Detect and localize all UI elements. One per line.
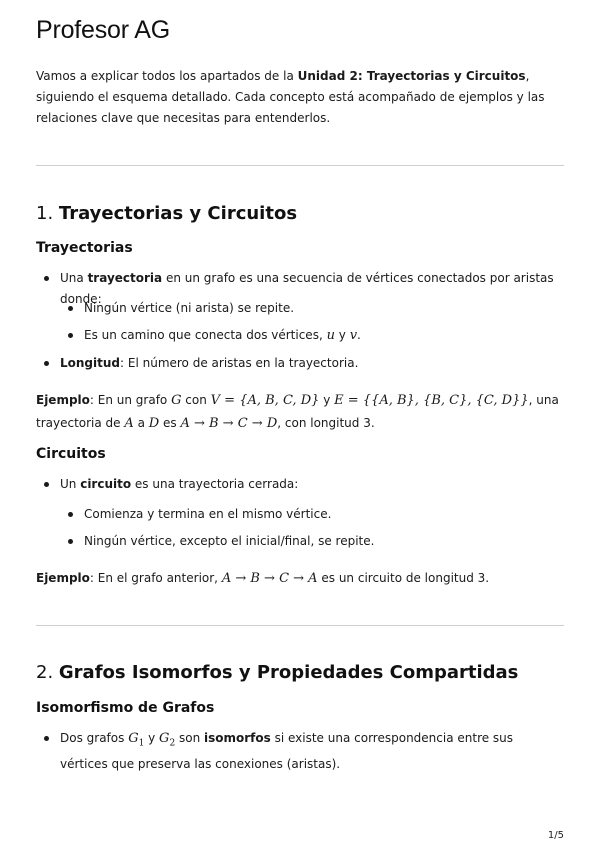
intro-paragraph [36, 66, 564, 129]
divider [36, 625, 564, 626]
section-number: 1. [36, 203, 59, 224]
list-item: Ningún vértice, excepto el inicial/final, se repite. [84, 531, 564, 552]
list-item: Comienza y termina en el mismo vértice. [84, 504, 564, 525]
bullet-icon [44, 276, 49, 281]
example-paragraph: Ejemplo: En el grafo anterior, A → B → C → A es un circuito de longitud 3. [36, 571, 490, 586]
section-title: Trayectorias y Circuitos [58, 203, 298, 224]
intro-suffix: , siguiendo el esquema detallado. Cada concepto está acompañado de ejemplos y las relaciones clave que necesitas para entenderlos. [36, 69, 545, 125]
subheading-trayectorias: Trayectorias [36, 240, 133, 256]
divider [36, 165, 564, 166]
section-number: 2. [36, 662, 59, 683]
list-item: Dos grafos $G_1$ y $G_2$ son isomorfos si existe una correspondencia entre sus vértices que preserva las conexiones (aristas). [60, 728, 564, 775]
intro-prefix: Vamos a explicar todos los apartados de la [36, 69, 298, 83]
example-paragraph: Ejemplo: En un grafo G con V = {A, B, C, D} y E = {{A, B}, {B, C}, {C, D}}, una trayectoria de A a D es A → B → C → D, con longitud 3. [36, 393, 559, 431]
page-number: 1/5 [547, 830, 564, 841]
bullet-icon [44, 482, 49, 487]
section-heading-1 [36, 203, 297, 224]
bullet-icon [68, 539, 73, 544]
math-v: v [349, 328, 358, 343]
subheading-circuitos: Circuitos [36, 446, 106, 462]
bullet-icon [68, 333, 73, 338]
list-item: Es un camino que conecta dos vértices, u y v. [84, 325, 564, 346]
page-title: Profesor AG [36, 16, 170, 44]
math-u: u [326, 328, 335, 343]
math-vertex-set: V = {A, B, C, D} [210, 393, 320, 408]
bullet-icon [68, 306, 73, 311]
list-item: Longitud: El número de aristas en la trayectoria. [60, 353, 564, 374]
list-item: Una trayectoria en un grafo es una secuencia de vértices conectados por aristas donde: [60, 268, 564, 310]
section-heading-2 [36, 662, 518, 683]
subheading-isomorfismo: Isomorfismo de Grafos [36, 700, 215, 716]
list-item: Ningún vértice (ni arista) se repite. [84, 298, 564, 319]
section-title: Grafos Isomorfos y Propiedades Compartidas [58, 662, 519, 683]
list-item: Un circuito es una trayectoria cerrada: [60, 474, 564, 495]
bullet-icon [44, 736, 49, 741]
bullet-icon [68, 512, 73, 517]
math-edge-set: E = {{A, B}, {B, C}, {C, D}} [334, 393, 529, 408]
bullet-icon [44, 361, 49, 366]
intro-unit: Unidad 2: Trayectorias y Circuitos [297, 69, 526, 83]
math-path: A → B → C → D [180, 416, 278, 431]
math-path: A → B → C → A [221, 571, 318, 586]
